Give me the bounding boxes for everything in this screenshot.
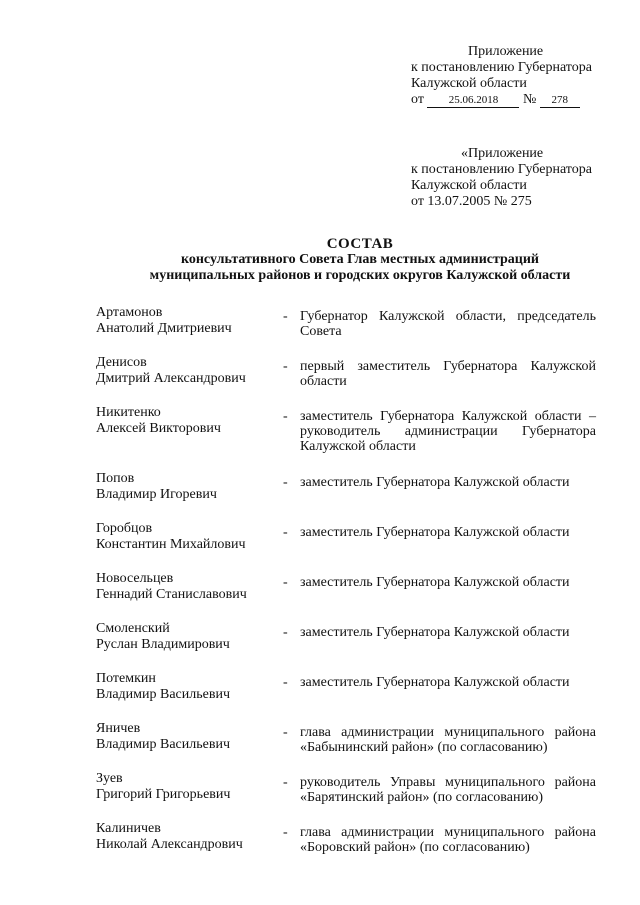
member-given-name: Алексей Викторович	[96, 421, 221, 436]
member-row	[0, 721, 640, 771]
appendix-title: Приложение	[468, 44, 544, 59]
original-appendix-title: «Приложение	[461, 146, 544, 161]
member-name	[96, 771, 230, 803]
member-dash: -	[283, 675, 288, 690]
heading-subtitle-1: консультативного Совета Глав местных администраций	[180, 252, 540, 267]
member-dash: -	[283, 409, 288, 424]
member-row	[0, 305, 640, 355]
from-label: от	[411, 92, 424, 107]
member-row	[0, 671, 640, 721]
member-surname: Калиничев	[96, 821, 161, 836]
member-surname: Зуев	[96, 771, 123, 786]
appendix-resolution-line: к постановлению Губернатора	[411, 60, 592, 75]
member-dash: -	[283, 825, 288, 840]
member-given-name: Николай Александрович	[96, 837, 243, 852]
member-dash: -	[283, 775, 288, 790]
member-name	[96, 721, 230, 753]
member-surname: Денисов	[96, 355, 147, 370]
member-name	[96, 821, 243, 853]
member-given-name: Константин Михайлович	[96, 537, 246, 552]
member-dash: -	[283, 725, 288, 740]
member-name	[96, 305, 232, 337]
member-dash: -	[283, 359, 288, 374]
member-surname: Никитенко	[96, 405, 161, 420]
member-position: заместитель Губернатора Калужской области	[300, 475, 570, 490]
member-given-name: Руслан Владимирович	[96, 637, 230, 652]
member-row	[0, 621, 640, 671]
original-resolution-line: к постановлению Губернатора	[411, 162, 592, 177]
member-name	[96, 355, 246, 387]
member-row	[0, 521, 640, 571]
member-given-name: Дмитрий Александрович	[96, 371, 246, 386]
member-given-name: Геннадий Станиславович	[96, 587, 247, 602]
resolution-number: 278	[540, 94, 580, 108]
member-given-name: Владимир Васильевич	[96, 737, 230, 752]
member-row	[0, 821, 640, 871]
members-list	[0, 305, 640, 871]
member-surname: Новосельцев	[96, 571, 174, 586]
member-surname: Попов	[96, 471, 135, 486]
member-dash: -	[283, 625, 288, 640]
member-surname: Потемкин	[96, 671, 156, 686]
heading-title: СОСТАВ	[326, 236, 394, 252]
member-position: заместитель Губернатора Калужской области	[300, 675, 570, 690]
member-row	[0, 771, 640, 821]
member-position: заместитель Губернатора Калужской области	[300, 525, 570, 540]
member-row	[0, 471, 640, 521]
member-position: заместитель Губернатора Калужской области	[300, 625, 570, 640]
member-row	[0, 355, 640, 405]
appendix-current	[411, 44, 592, 108]
member-dash: -	[283, 525, 288, 540]
appendix-date-line	[411, 92, 592, 108]
member-dash: -	[283, 575, 288, 590]
member-position: Губернатор Калужской области, председатель Совета	[300, 309, 596, 339]
member-surname: Артамонов	[96, 305, 163, 320]
document-heading	[80, 236, 640, 284]
member-position: глава администрации муниципального района «Боровский район» (по согласованию)	[300, 825, 596, 855]
member-name	[96, 471, 217, 503]
original-date-line: от 13.07.2005 № 275	[411, 194, 532, 209]
member-name	[96, 621, 230, 653]
member-name	[96, 521, 246, 553]
member-surname: Горобцов	[96, 521, 153, 536]
heading-subtitle-2: муниципальных районов и городских округов Калужской области	[149, 268, 571, 283]
original-region-line: Калужской области	[411, 178, 527, 193]
member-given-name: Владимир Игоревич	[96, 487, 217, 502]
member-name	[96, 405, 221, 437]
member-position: первый заместитель Губернатора Калужской области	[300, 359, 596, 389]
appendix-region-line: Калужской области	[411, 76, 527, 91]
member-name	[96, 571, 247, 603]
resolution-date: 25.06.2018	[427, 94, 519, 108]
member-surname: Яничев	[96, 721, 141, 736]
member-name	[96, 671, 230, 703]
member-position: глава администрации муниципального района «Бабынинский район» (по согласованию)	[300, 725, 596, 755]
member-surname: Смоленский	[96, 621, 170, 636]
member-position: заместитель Губернатора Калужской области	[300, 575, 570, 590]
member-dash: -	[283, 475, 288, 490]
member-position: руководитель Управы муниципального района «Барятинский район» (по согласованию)	[300, 775, 596, 805]
member-given-name: Анатолий Дмитриевич	[96, 321, 232, 336]
member-given-name: Григорий Григорьевич	[96, 787, 231, 802]
appendix-original	[411, 146, 592, 210]
member-row	[0, 571, 640, 621]
member-given-name: Владимир Васильевич	[96, 687, 230, 702]
member-row	[0, 405, 640, 471]
member-dash: -	[283, 309, 288, 324]
member-position: заместитель Губернатора Калужской области – руководитель администрации Губернатора Калужской области	[300, 409, 596, 454]
number-label: №	[522, 92, 537, 107]
